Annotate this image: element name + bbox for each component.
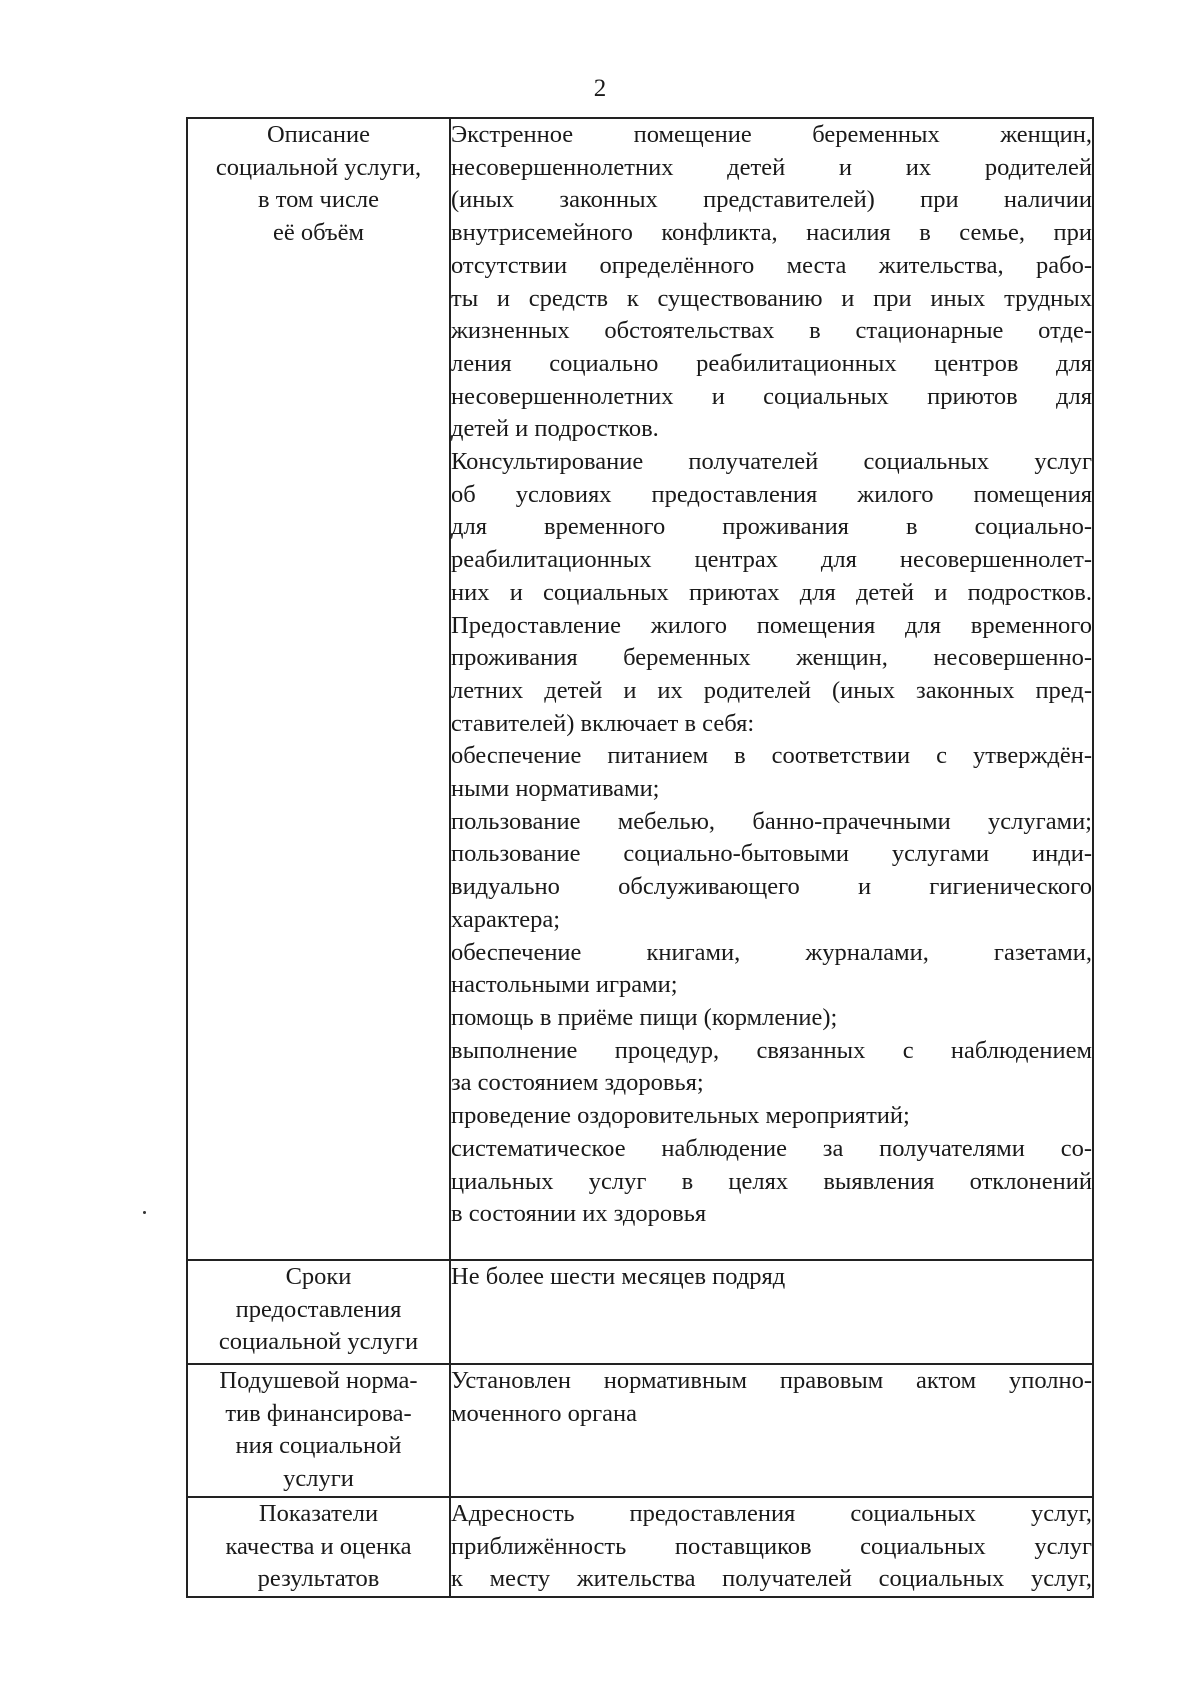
table-row-quality xyxy=(187,1497,1093,1597)
table-row-financing-norm xyxy=(187,1364,1093,1497)
content-line: ставителей) включает в себя: xyxy=(451,709,755,737)
content-cell-terms xyxy=(450,1260,1093,1364)
label-cell-financing-norm xyxy=(187,1364,450,1497)
content-line: (иных законных представителей) при наличии xyxy=(451,186,1092,214)
content-line: жизненных обстоятельствах в стационарные отде- xyxy=(451,317,1092,345)
service-description-table xyxy=(186,117,1094,1598)
content-line: выполнение процедур, связанных с наблюдением xyxy=(451,1036,1092,1064)
content-line: видуально обслуживающего и гигиенического xyxy=(451,873,1092,901)
label-line: тив финансирова- xyxy=(225,1399,412,1427)
label-cell-quality xyxy=(187,1497,450,1597)
content-line: несовершеннолетних и социальных приютов для xyxy=(451,382,1092,410)
content-line: летних детей и их родителей (иных законных пред- xyxy=(451,676,1092,704)
content-line: них и социальных приютах для детей и подростков. xyxy=(451,578,1092,606)
content-cell-financing-norm xyxy=(450,1364,1093,1497)
label-line: Показатели xyxy=(258,1499,379,1527)
content-line: Консультирование получателей социальных услуг xyxy=(451,448,1092,476)
content-line: в состоянии их здоровья xyxy=(451,1200,707,1228)
content-line: ными нормативами; xyxy=(451,775,660,803)
label-cell-terms xyxy=(187,1260,450,1364)
label-line: Сроки xyxy=(285,1263,352,1290)
content-line: пользование мебелью, банно-прачечными услугами; xyxy=(451,807,1092,835)
content-line: за состоянием здоровья; xyxy=(451,1069,704,1097)
content-line: ления социально реабилитационных центров для xyxy=(451,349,1092,377)
label-line: Описание xyxy=(266,121,371,148)
page-number: 2 xyxy=(593,75,607,102)
content-line: пользование социально-бытовыми услугами инди- xyxy=(451,840,1092,868)
label-line: в том числе xyxy=(258,186,379,214)
content-line: проживания беременных женщин, несовершенно- xyxy=(451,644,1092,672)
content-line: проведение оздоровительных мероприятий; xyxy=(451,1102,910,1130)
label-cell-description xyxy=(187,118,450,1260)
table-row-terms xyxy=(187,1260,1093,1364)
label-line: предоставления xyxy=(235,1295,402,1323)
content-line: несовершеннолетних детей и их родителей xyxy=(451,153,1092,181)
content-line: Адресность предоставления социальных услуг, xyxy=(451,1499,1092,1527)
content-line: Экстренное помещение беременных женщин, xyxy=(451,121,1092,148)
content-cell-quality xyxy=(450,1497,1093,1597)
label-line: её объём xyxy=(272,219,365,247)
label-line: социальной услуги, xyxy=(215,153,422,181)
content-line: циальных услуг в целях выявления отклонений xyxy=(451,1167,1092,1195)
content-line: реабилитационных центрах для несовершеннолет- xyxy=(451,546,1092,574)
content-line: настольными играми; xyxy=(451,971,678,999)
content-line: отсутствии определённого места жительства, рабо- xyxy=(451,251,1092,279)
content-line: Установлен нормативным правовым актом уполно- xyxy=(451,1367,1092,1394)
content-line: ты и средств к существованию и при иных трудных xyxy=(451,284,1092,312)
content-line: об условиях предоставления жилого помещения xyxy=(451,480,1092,508)
content-cell-description xyxy=(450,118,1093,1260)
content-line: к месту жительства получателей социальных услуг, xyxy=(451,1565,1092,1593)
content-line: помощь в приёме пищи (кормление); xyxy=(451,1003,838,1031)
content-line: моченного органа xyxy=(451,1399,638,1427)
content-line: обеспечение книгами, журналами, газетами, xyxy=(451,938,1092,966)
label-line: услуги xyxy=(283,1465,354,1493)
content-line: обеспечение питанием в соответствии с утверждён- xyxy=(451,742,1092,770)
label-line: качества и оценка xyxy=(225,1532,412,1560)
label-line: социальной услуги xyxy=(218,1328,419,1356)
label-line: результатов xyxy=(257,1565,380,1593)
content-line: систематическое наблюдение за получателями со- xyxy=(451,1134,1092,1162)
content-line: внутрисемейного конфликта, насилия в семье, при xyxy=(451,219,1092,247)
table-row-description xyxy=(187,118,1093,1260)
scan-artifact-dot xyxy=(143,1211,146,1214)
label-line: ния социальной xyxy=(235,1432,402,1460)
content-line: Не более шести месяцев подряд xyxy=(451,1263,786,1290)
label-line: Подушевой норма- xyxy=(219,1367,418,1394)
content-line: приближённость поставщиков социальных услуг xyxy=(451,1532,1092,1560)
content-line: Предоставление жилого помещения для временного xyxy=(451,611,1092,639)
content-line: детей и подростков. xyxy=(451,415,659,443)
content-line: характера; xyxy=(451,905,561,933)
content-line: для временного проживания в социально- xyxy=(451,513,1092,541)
